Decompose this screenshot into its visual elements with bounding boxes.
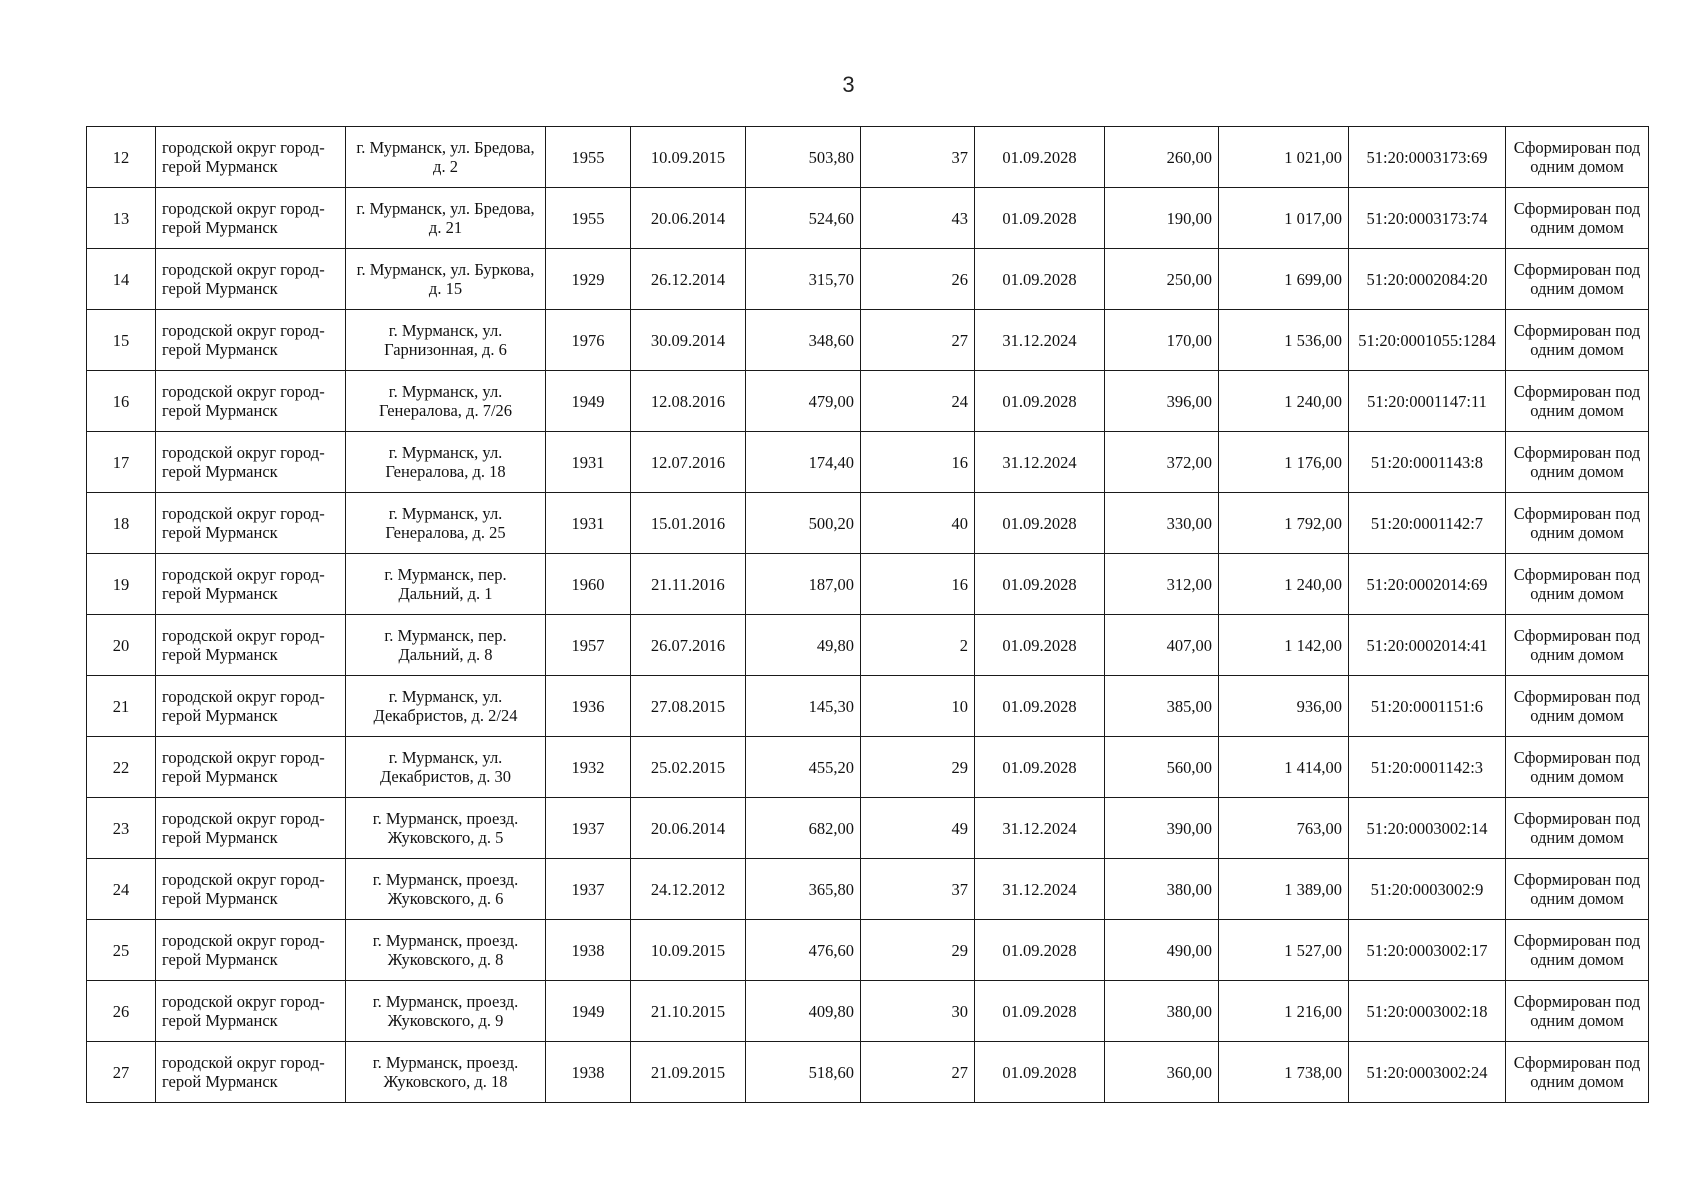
cell-resettlement-deadline: 01.09.2028 (975, 1042, 1105, 1103)
cell-municipality: городской округ город-герой Мурманск (156, 920, 346, 981)
cell-residents: 43 (861, 188, 975, 249)
cell-resettlement-deadline: 01.09.2028 (975, 676, 1105, 737)
table-row (87, 310, 1649, 371)
cell-plot-area: 1 240,00 (1219, 371, 1349, 432)
cell-residents: 30 (861, 981, 975, 1042)
housing-registry-table (86, 126, 1649, 1103)
table-row (87, 676, 1649, 737)
cell-municipality: городской округ город-герой Мурманск (156, 798, 346, 859)
cell-address: г. Мурманск, пер. Дальний, д. 1 (346, 554, 546, 615)
cell-residents: 40 (861, 493, 975, 554)
cell-address: г. Мурманск, ул. Декабристов, д. 2/24 (346, 676, 546, 737)
cell-address: г. Мурманск, ул. Буркова, д. 15 (346, 249, 546, 310)
cell-resettlement-deadline: 01.09.2028 (975, 249, 1105, 310)
cell-year-built: 1960 (546, 554, 631, 615)
cell-year-built: 1957 (546, 615, 631, 676)
cell-resettlement-deadline: 31.12.2024 (975, 859, 1105, 920)
cell-plot-status: Сформирован под одним домом (1506, 676, 1649, 737)
cell-plot-area: 1 176,00 (1219, 432, 1349, 493)
cell-plot-area: 1 738,00 (1219, 1042, 1349, 1103)
cell-land-area: 380,00 (1105, 859, 1219, 920)
cell-year-built: 1938 (546, 920, 631, 981)
cell-area: 476,60 (746, 920, 861, 981)
cell-plot-status: Сформирован под одним домом (1506, 798, 1649, 859)
cell-cadastral-number: 51:20:0002014:41 (1349, 615, 1506, 676)
cell-plot-status: Сформирован под одним домом (1506, 737, 1649, 798)
cell-cadastral-number: 51:20:0001151:6 (1349, 676, 1506, 737)
cell-plot-status: Сформирован под одним домом (1506, 310, 1649, 371)
cell-municipality: городской округ город-герой Мурманск (156, 371, 346, 432)
table-row (87, 920, 1649, 981)
cell-recognition-date: 21.09.2015 (631, 1042, 746, 1103)
cell-year-built: 1931 (546, 493, 631, 554)
cell-residents: 27 (861, 310, 975, 371)
cell-resettlement-deadline: 01.09.2028 (975, 127, 1105, 188)
cell-recognition-date: 26.12.2014 (631, 249, 746, 310)
cell-area: 348,60 (746, 310, 861, 371)
cell-plot-area: 1 021,00 (1219, 127, 1349, 188)
cell-plot-status: Сформирован под одним домом (1506, 371, 1649, 432)
cell-residents: 37 (861, 859, 975, 920)
cell-residents: 26 (861, 249, 975, 310)
cell-number: 27 (87, 1042, 156, 1103)
cell-land-area: 396,00 (1105, 371, 1219, 432)
cell-year-built: 1931 (546, 432, 631, 493)
cell-plot-status: Сформирован под одним домом (1506, 981, 1649, 1042)
cell-resettlement-deadline: 31.12.2024 (975, 310, 1105, 371)
cell-recognition-date: 25.02.2015 (631, 737, 746, 798)
cell-residents: 2 (861, 615, 975, 676)
table-row (87, 432, 1649, 493)
cell-address: г. Мурманск, ул. Генералова, д. 7/26 (346, 371, 546, 432)
cell-plot-area: 1 017,00 (1219, 188, 1349, 249)
cell-municipality: городской округ город-герой Мурманск (156, 493, 346, 554)
cell-number: 13 (87, 188, 156, 249)
cell-plot-area: 1 527,00 (1219, 920, 1349, 981)
cell-plot-status: Сформирован под одним домом (1506, 127, 1649, 188)
cell-cadastral-number: 51:20:0001142:3 (1349, 737, 1506, 798)
cell-land-area: 360,00 (1105, 1042, 1219, 1103)
cell-cadastral-number: 51:20:0001143:8 (1349, 432, 1506, 493)
cell-cadastral-number: 51:20:0003173:69 (1349, 127, 1506, 188)
cell-number: 20 (87, 615, 156, 676)
cell-address: г. Мурманск, проезд. Жуковского, д. 9 (346, 981, 546, 1042)
cell-area: 455,20 (746, 737, 861, 798)
cell-plot-area: 936,00 (1219, 676, 1349, 737)
cell-area: 174,40 (746, 432, 861, 493)
cell-plot-status: Сформирован под одним домом (1506, 188, 1649, 249)
cell-plot-status: Сформирован под одним домом (1506, 249, 1649, 310)
table-row (87, 127, 1649, 188)
cell-land-area: 560,00 (1105, 737, 1219, 798)
cell-cadastral-number: 51:20:0003002:17 (1349, 920, 1506, 981)
cell-plot-status: Сформирован под одним домом (1506, 493, 1649, 554)
cell-plot-status: Сформирован под одним домом (1506, 920, 1649, 981)
cell-land-area: 390,00 (1105, 798, 1219, 859)
cell-recognition-date: 21.10.2015 (631, 981, 746, 1042)
cell-cadastral-number: 51:20:0003002:14 (1349, 798, 1506, 859)
table-row (87, 188, 1649, 249)
cell-recognition-date: 15.01.2016 (631, 493, 746, 554)
cell-cadastral-number: 51:20:0001055:1284 (1349, 310, 1506, 371)
table-row (87, 859, 1649, 920)
cell-address: г. Мурманск, ул. Декабристов, д. 30 (346, 737, 546, 798)
cell-number: 16 (87, 371, 156, 432)
cell-resettlement-deadline: 01.09.2028 (975, 615, 1105, 676)
cell-year-built: 1929 (546, 249, 631, 310)
cell-number: 22 (87, 737, 156, 798)
cell-plot-status: Сформирован под одним домом (1506, 1042, 1649, 1103)
cell-recognition-date: 21.11.2016 (631, 554, 746, 615)
cell-address: г. Мурманск, ул. Генералова, д. 18 (346, 432, 546, 493)
cell-plot-area: 1 389,00 (1219, 859, 1349, 920)
cell-resettlement-deadline: 01.09.2028 (975, 981, 1105, 1042)
cell-plot-status: Сформирован под одним домом (1506, 859, 1649, 920)
cell-number: 23 (87, 798, 156, 859)
cell-resettlement-deadline: 01.09.2028 (975, 188, 1105, 249)
cell-municipality: городской округ город-герой Мурманск (156, 859, 346, 920)
cell-recognition-date: 27.08.2015 (631, 676, 746, 737)
cell-residents: 49 (861, 798, 975, 859)
table-row (87, 615, 1649, 676)
cell-cadastral-number: 51:20:0001147:11 (1349, 371, 1506, 432)
cell-cadastral-number: 51:20:0002084:20 (1349, 249, 1506, 310)
table-row (87, 798, 1649, 859)
cell-cadastral-number: 51:20:0003173:74 (1349, 188, 1506, 249)
cell-number: 15 (87, 310, 156, 371)
cell-residents: 16 (861, 432, 975, 493)
cell-recognition-date: 12.07.2016 (631, 432, 746, 493)
cell-plot-area: 1 699,00 (1219, 249, 1349, 310)
cell-address: г. Мурманск, ул. Бредова, д. 2 (346, 127, 546, 188)
cell-address: г. Мурманск, проезд. Жуковского, д. 5 (346, 798, 546, 859)
cell-resettlement-deadline: 01.09.2028 (975, 493, 1105, 554)
cell-recognition-date: 10.09.2015 (631, 127, 746, 188)
cell-land-area: 260,00 (1105, 127, 1219, 188)
table-row (87, 371, 1649, 432)
cell-recognition-date: 20.06.2014 (631, 798, 746, 859)
cell-number: 21 (87, 676, 156, 737)
cell-municipality: городской округ город-герой Мурманск (156, 249, 346, 310)
cell-land-area: 372,00 (1105, 432, 1219, 493)
table-row (87, 493, 1649, 554)
cell-plot-area: 1 142,00 (1219, 615, 1349, 676)
cell-year-built: 1949 (546, 981, 631, 1042)
cell-number: 12 (87, 127, 156, 188)
cell-number: 18 (87, 493, 156, 554)
cell-number: 19 (87, 554, 156, 615)
cell-address: г. Мурманск, проезд. Жуковского, д. 8 (346, 920, 546, 981)
cell-address: г. Мурманск, ул. Бредова, д. 21 (346, 188, 546, 249)
cell-municipality: городской округ город-герой Мурманск (156, 310, 346, 371)
cell-area: 187,00 (746, 554, 861, 615)
cell-plot-area: 1 414,00 (1219, 737, 1349, 798)
cell-municipality: городской округ город-герой Мурманск (156, 615, 346, 676)
cell-cadastral-number: 51:20:0003002:18 (1349, 981, 1506, 1042)
cell-land-area: 407,00 (1105, 615, 1219, 676)
cell-municipality: городской округ город-герой Мурманск (156, 676, 346, 737)
cell-area: 503,80 (746, 127, 861, 188)
cell-recognition-date: 30.09.2014 (631, 310, 746, 371)
cell-cadastral-number: 51:20:0001142:7 (1349, 493, 1506, 554)
cell-area: 365,80 (746, 859, 861, 920)
cell-area: 682,00 (746, 798, 861, 859)
cell-address: г. Мурманск, ул. Гарнизонная, д. 6 (346, 310, 546, 371)
cell-municipality: городской округ город-герой Мурманск (156, 981, 346, 1042)
cell-plot-area: 1 240,00 (1219, 554, 1349, 615)
cell-municipality: городской округ город-герой Мурманск (156, 1042, 346, 1103)
cell-resettlement-deadline: 01.09.2028 (975, 371, 1105, 432)
cell-recognition-date: 24.12.2012 (631, 859, 746, 920)
cell-address: г. Мурманск, пер. Дальний, д. 8 (346, 615, 546, 676)
table-row (87, 737, 1649, 798)
cell-plot-area: 1 792,00 (1219, 493, 1349, 554)
cell-land-area: 380,00 (1105, 981, 1219, 1042)
table-row (87, 554, 1649, 615)
table-row (87, 1042, 1649, 1103)
cell-year-built: 1976 (546, 310, 631, 371)
cell-land-area: 312,00 (1105, 554, 1219, 615)
cell-plot-area: 763,00 (1219, 798, 1349, 859)
cell-resettlement-deadline: 01.09.2028 (975, 920, 1105, 981)
cell-year-built: 1937 (546, 859, 631, 920)
cell-residents: 16 (861, 554, 975, 615)
cell-year-built: 1955 (546, 188, 631, 249)
cell-residents: 27 (861, 1042, 975, 1103)
cell-resettlement-deadline: 31.12.2024 (975, 432, 1105, 493)
cell-plot-status: Сформирован под одним домом (1506, 432, 1649, 493)
cell-area: 409,80 (746, 981, 861, 1042)
cell-year-built: 1936 (546, 676, 631, 737)
cell-residents: 10 (861, 676, 975, 737)
cell-municipality: городской округ город-герой Мурманск (156, 127, 346, 188)
cell-land-area: 385,00 (1105, 676, 1219, 737)
cell-municipality: городской округ город-герой Мурманск (156, 188, 346, 249)
cell-number: 25 (87, 920, 156, 981)
cell-cadastral-number: 51:20:0003002:24 (1349, 1042, 1506, 1103)
cell-plot-area: 1 216,00 (1219, 981, 1349, 1042)
cell-residents: 24 (861, 371, 975, 432)
cell-municipality: городской округ город-герой Мурманск (156, 432, 346, 493)
cell-area: 479,00 (746, 371, 861, 432)
cell-resettlement-deadline: 01.09.2028 (975, 737, 1105, 798)
cell-plot-status: Сформирован под одним домом (1506, 554, 1649, 615)
page-number: 3 (842, 72, 855, 97)
cell-year-built: 1932 (546, 737, 631, 798)
table-body (87, 127, 1649, 1103)
cell-recognition-date: 12.08.2016 (631, 371, 746, 432)
cell-area: 49,80 (746, 615, 861, 676)
cell-address: г. Мурманск, ул. Генералова, д. 25 (346, 493, 546, 554)
cell-cadastral-number: 51:20:0002014:69 (1349, 554, 1506, 615)
cell-year-built: 1937 (546, 798, 631, 859)
cell-area: 315,70 (746, 249, 861, 310)
cell-residents: 29 (861, 920, 975, 981)
cell-municipality: городской округ город-герой Мурманск (156, 554, 346, 615)
cell-address: г. Мурманск, проезд. Жуковского, д. 18 (346, 1042, 546, 1103)
cell-land-area: 250,00 (1105, 249, 1219, 310)
cell-residents: 37 (861, 127, 975, 188)
cell-residents: 29 (861, 737, 975, 798)
cell-plot-status: Сформирован под одним домом (1506, 615, 1649, 676)
cell-recognition-date: 20.06.2014 (631, 188, 746, 249)
cell-municipality: городской округ город-герой Мурманск (156, 737, 346, 798)
cell-area: 518,60 (746, 1042, 861, 1103)
cell-land-area: 330,00 (1105, 493, 1219, 554)
cell-number: 26 (87, 981, 156, 1042)
cell-area: 500,20 (746, 493, 861, 554)
cell-resettlement-deadline: 01.09.2028 (975, 554, 1105, 615)
cell-recognition-date: 10.09.2015 (631, 920, 746, 981)
cell-resettlement-deadline: 31.12.2024 (975, 798, 1105, 859)
cell-year-built: 1949 (546, 371, 631, 432)
cell-number: 17 (87, 432, 156, 493)
cell-number: 24 (87, 859, 156, 920)
cell-plot-area: 1 536,00 (1219, 310, 1349, 371)
cell-land-area: 190,00 (1105, 188, 1219, 249)
cell-land-area: 170,00 (1105, 310, 1219, 371)
cell-number: 14 (87, 249, 156, 310)
cell-land-area: 490,00 (1105, 920, 1219, 981)
cell-year-built: 1938 (546, 1042, 631, 1103)
cell-year-built: 1955 (546, 127, 631, 188)
cell-recognition-date: 26.07.2016 (631, 615, 746, 676)
table-row (87, 981, 1649, 1042)
cell-area: 524,60 (746, 188, 861, 249)
cell-cadastral-number: 51:20:0003002:9 (1349, 859, 1506, 920)
cell-address: г. Мурманск, проезд. Жуковского, д. 6 (346, 859, 546, 920)
cell-area: 145,30 (746, 676, 861, 737)
table-row (87, 249, 1649, 310)
